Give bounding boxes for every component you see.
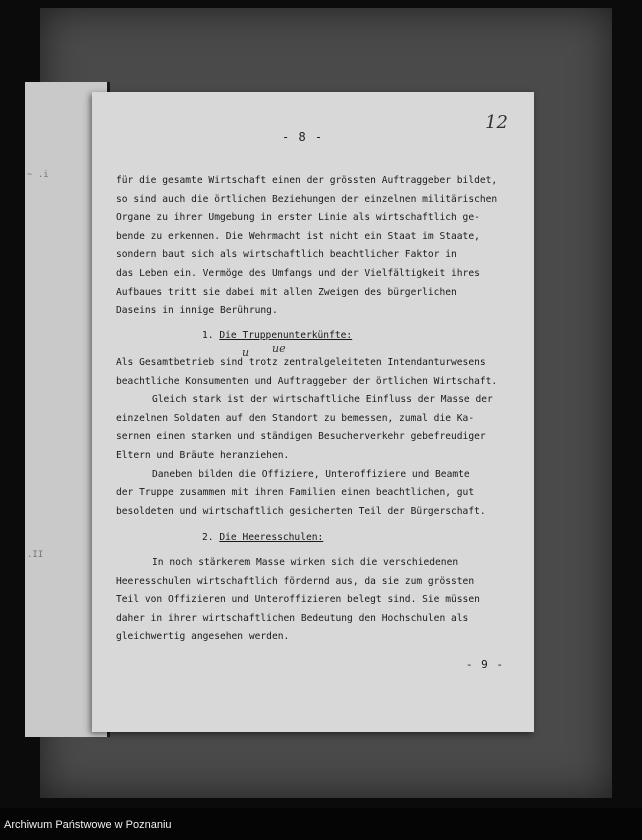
text-line: sernen einen starken und ständigen Besucherverkehr gebefreudiger: [116, 431, 486, 443]
heading-number: 1.: [202, 330, 214, 341]
text-line: das Leben ein. Vermöge des Umfangs und der Vielfältigkeit ihres: [116, 267, 480, 279]
page-number: - 8 -: [282, 130, 324, 144]
text-line: bende zu erkennen. Die Wehrmacht ist nicht ein Staat im Staate,: [116, 230, 480, 242]
text-line: sondern baut sich als wirtschaftlich beachtlicher Faktor in: [116, 249, 457, 261]
text-line: Gleich stark ist der wirtschaftliche Einfluss der Masse der: [152, 394, 493, 406]
text-line: Daneben bilden die Offiziere, Unteroffiziere und Beamte: [152, 468, 470, 480]
text-line: In noch stärkerem Masse wirken sich die verschiedenen: [152, 557, 459, 568]
text-line: gleichwertig angesehen werden.: [116, 631, 290, 643]
paragraph-1: [116, 172, 528, 321]
heading-number: 2.: [202, 532, 214, 543]
text-line: Eltern und Bräute heranziehen.: [116, 449, 290, 461]
heading-title: Die Truppenunterkünfte:: [219, 330, 353, 341]
handwritten-folio-number: 12: [485, 112, 508, 133]
text-line: der Truppe zusammen mit ihren Familien einen beachtlichen, gut: [116, 487, 475, 499]
text-line: Heeresschulen wirtschaftlich fördernd aus, da sie zum grössten: [116, 575, 475, 587]
margin-mark: .II: [27, 550, 44, 560]
text-line: beachtliche Konsumenten und Auftraggeber der örtlichen Wirtschaft.: [116, 375, 498, 387]
handwritten-insertion: u: [242, 346, 250, 359]
text-line: Daseins in innige Berührung.: [116, 305, 278, 317]
paragraph-2: [116, 354, 528, 521]
text-line: Als Gesamtbetrieb sind trotz zentralgeleiteten Intendanturwesens: [116, 357, 486, 368]
paragraph-3: [116, 554, 528, 647]
text-line: so sind auch die örtlichen Beziehungen der einzelnen militärischen: [116, 193, 498, 205]
text-line: daher in ihrer wirtschaftlichen Bedeutung den Hochschulen als: [116, 612, 469, 624]
text-line: Teil von Offizieren und Unteroffizieren belegt sind. Sie müssen: [116, 594, 480, 606]
section-heading-1: [202, 330, 352, 341]
margin-mark: ~ .i: [27, 170, 49, 180]
heading-title: Die Heeresschulen:: [219, 532, 324, 543]
text-line: Organe zu ihrer Umgebung in erster Linie als wirtschaftlich ge-: [116, 212, 480, 224]
next-page-marker: - 9 -: [465, 658, 504, 671]
text-line: besoldeten und wirtschaftlich gesicherten Teil der Bürgerschaft.: [116, 505, 486, 517]
section-heading-2: [202, 532, 323, 543]
typewritten-page: [92, 92, 534, 732]
text-line: einzelnen Soldaten auf den Standort zu bemessen, zumal die Ka-: [116, 412, 475, 424]
handwritten-insertion: ue: [272, 342, 286, 355]
text-line: Aufbaues tritt sie dabei mit allen Zweigen des bürgerlichen: [116, 286, 457, 298]
text-line: für die gesamte Wirtschaft einen der grössten Auftraggeber bildet,: [116, 175, 498, 186]
archive-name: Archiwum Państwowe w Poznaniu: [4, 819, 172, 831]
